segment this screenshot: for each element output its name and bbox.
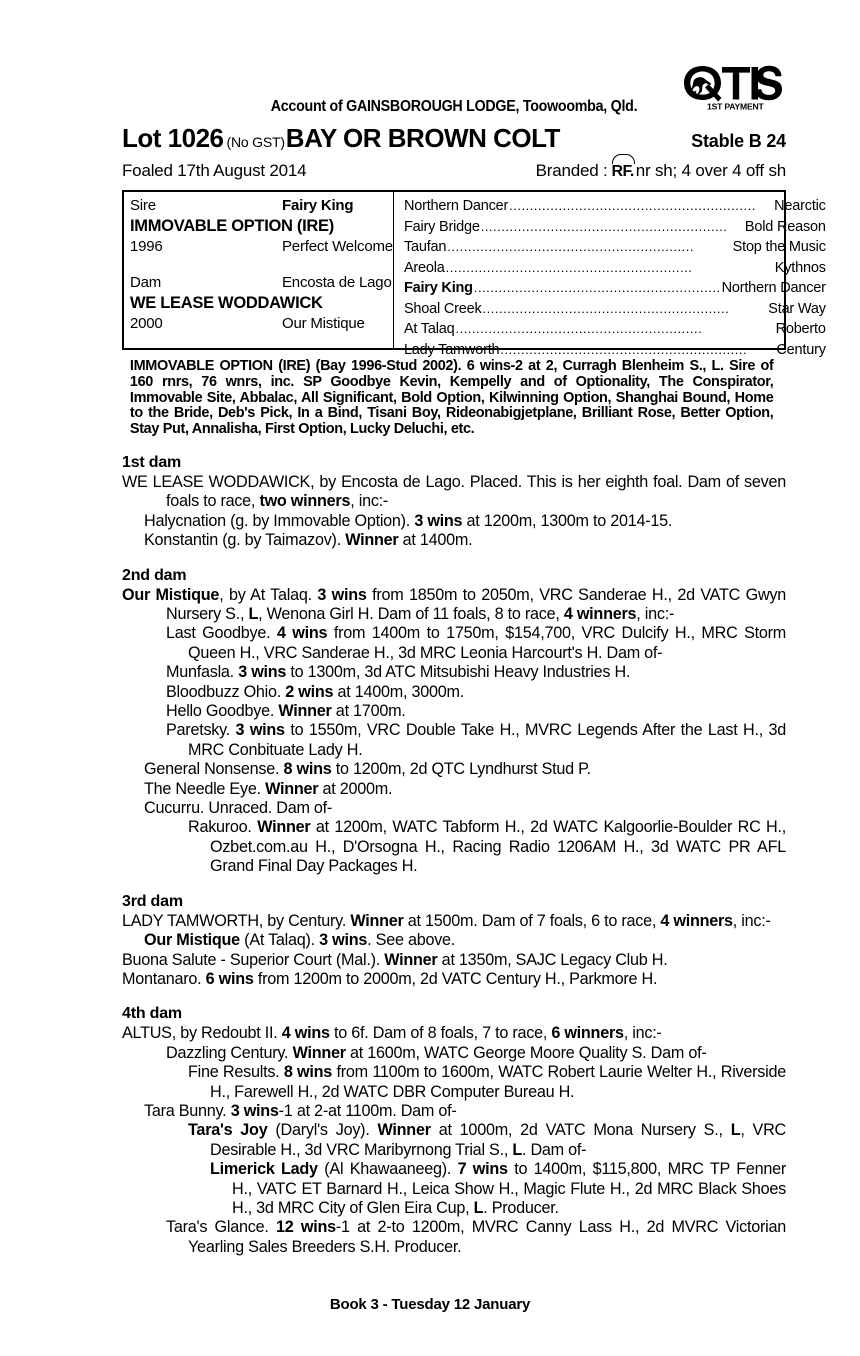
entry-text: , Wenona Girl H. Dam of 11 foals, 8 to race, <box>258 605 564 624</box>
dot-leader: ............................................................ <box>480 218 728 234</box>
highlighted-record: Winner <box>292 1043 346 1062</box>
entry-text: Montanaro. <box>122 969 206 988</box>
dot-leader: ............................................................ <box>500 341 748 357</box>
highlighted-record: 3 wins <box>238 663 287 682</box>
dam-role-label: Dam <box>130 274 162 291</box>
highlighted-record: Our Mistique <box>122 585 220 604</box>
entry-text: at 1400m. <box>398 531 473 550</box>
dam-section <box>122 454 786 551</box>
dot-leader: ............................................................ <box>445 259 693 275</box>
pedigree-entry <box>144 1160 786 1218</box>
entry-text: . Producer. <box>483 1198 559 1217</box>
highlighted-record: Winner <box>377 1121 431 1140</box>
gst-note: (No GST) <box>226 134 285 150</box>
dot-leader: ............................................................ <box>482 300 730 316</box>
highlighted-record: L <box>512 1140 522 1159</box>
dam-heading: 4th dam <box>122 1005 182 1023</box>
entry-text: Tara Bunny. <box>144 1101 231 1120</box>
entry-text: at 1350m, SAJC Legacy Club H. <box>437 950 668 969</box>
pedigree-grandparents-column <box>394 192 832 358</box>
pedigree-entry <box>122 951 786 970</box>
pedigree-entry <box>122 702 786 721</box>
entry-text: WE LEASE WODDAWICK, by Encosta de Lago. Placed. This is her eighth foal. Dam of seven foals to race, <box>122 472 786 511</box>
dam-section <box>122 567 786 877</box>
page-title: BAY OR BROWN COLT <box>285 123 560 153</box>
foaled-branded-row <box>122 161 786 181</box>
pedigree-entry <box>122 586 786 625</box>
pedigree-entry <box>122 1121 786 1160</box>
entry-text: at 1200m, WATC Tabform H., 2d WATC Kalgoorlie-Boulder RC H., Ozbet.com.au H., D'Orsogna H., Racing Radio 1206AM H., 3d WATC PR AFL Grand Final Day Packages H. <box>210 818 786 876</box>
branded-info <box>536 161 786 181</box>
sire-block <box>130 196 393 257</box>
pedigree-entry <box>122 683 786 702</box>
entry-text: Halycnation (g. by Immovable Option). <box>144 511 415 530</box>
pedigree-entry <box>122 663 786 682</box>
highlighted-record: Our Mistique <box>144 931 240 950</box>
highlighted-record: 4 wins <box>276 624 328 643</box>
pedigree-dam-ancestor: Roberto <box>775 321 826 337</box>
pedigree-entry <box>122 1063 786 1102</box>
entry-text: from 1200m to 2000m, 2d VATC Century H., Parkmore H. <box>253 969 658 988</box>
highlighted-record: Winner <box>350 911 404 930</box>
highlighted-record: L <box>730 1121 741 1140</box>
dot-leader: ............................................................ <box>509 198 756 213</box>
brand-mark <box>611 163 635 181</box>
pedigree-entry <box>122 721 786 760</box>
sire-sire-name: Fairy King <box>282 197 354 214</box>
pedigree-entry <box>122 818 786 876</box>
pedigree-sire-ancestor: Northern Dancer <box>403 198 509 214</box>
entry-text: Fine Results. <box>188 1063 284 1082</box>
pedigree-entry <box>122 780 786 799</box>
entry-text: (Al Khawaaneeg). <box>317 1160 458 1179</box>
entry-text: , VRC Desirable H., 3d VRC Maribyrnong Trial S., <box>210 1121 786 1159</box>
highlighted-record: L <box>473 1198 484 1217</box>
pedigree-entry <box>122 624 786 663</box>
highlighted-record: 4 winners <box>563 605 637 624</box>
pedigree-dam-ancestor: Nearctic <box>774 198 826 214</box>
pedigree-dam-ancestor: Bold Reason <box>744 218 826 235</box>
pedigree-entry <box>122 1044 786 1063</box>
pedigree-entry <box>122 512 786 531</box>
highlighted-record: Winner <box>345 531 399 550</box>
entry-text: from 1400m to 1750m, $154,700, VRC Dulcify H., MRC Storm Queen H., VRC Sanderae H., 3d MRC Leonia Harcourt's H. Dam of- <box>188 624 787 662</box>
entry-text: Last Goodbye. <box>166 624 277 643</box>
lot-number: Lot 1026 <box>122 123 224 153</box>
pedigree-dam-ancestor: Century <box>776 341 826 358</box>
highlighted-record: 8 wins <box>283 1063 333 1082</box>
highlighted-record: Limerick Lady <box>210 1160 318 1179</box>
entry-text: Tara's Glance. <box>166 1218 276 1237</box>
dam-sections <box>122 454 786 1257</box>
highlighted-record: Winner <box>265 779 319 798</box>
entry-text: ALTUS, by Redoubt II. <box>122 1024 282 1043</box>
highlighted-record: 2 wins <box>285 682 334 701</box>
entry-text: at 1000m, 2d VATC Mona Nursery S., <box>430 1121 731 1140</box>
entry-text: at 1700m. <box>331 702 406 721</box>
sire-name: IMMOVABLE OPTION (IRE) <box>130 217 334 235</box>
entry-text: Cucurru. Unraced. Dam of- <box>144 799 333 818</box>
dot-leader: ............................................................ <box>447 239 694 254</box>
foaled-date: Foaled 17th August 2014 <box>122 161 307 180</box>
pedigree-sire-ancestor: Fairy King <box>403 280 473 296</box>
pedigree-dam-ancestor: Kythnos <box>774 259 826 276</box>
entry-text: at 1200m, 1300m to 2014-15. <box>462 511 673 530</box>
pedigree-sire-ancestor: Fairy Bridge <box>403 218 480 235</box>
dam-year: 2000 <box>130 315 163 332</box>
entry-text: Paretsky. <box>166 721 236 740</box>
entry-text: from 1100m to 1600m, WATC Robert Laurie Welter H., Riverside H., Farewell H., 2d WATC DBR Computer Bureau H. <box>210 1063 786 1101</box>
pedigree-entry <box>122 931 786 950</box>
entry-text: Hello Goodbye. <box>166 702 279 721</box>
entry-text: at 1400m, 3000m. <box>333 682 464 701</box>
entry-text: -1 at 2-to 1200m, MVRC Canny Lass H., 2d MVRC Victorian Yearling Sales Breeders S.H. Producer. <box>188 1218 786 1256</box>
pedigree-dam-ancestor: Northern Dancer <box>721 280 826 296</box>
entry-text: , by At Talaq. <box>219 585 318 604</box>
sire-description: IMMOVABLE OPTION (IRE) (Bay 1996-Stud 2002). 6 wins-2 at 2, Curragh Blenheim S., L. Sire of 160 rnrs, 76 wnrs, inc. SP Goodbye Kevin, Kempelly and of Optionality, The Conspirator, Immovable Site, Abbalac, All Significant, Bold Option, Kilwinning Option, Shanghai Bound, Home to the Bride, Deb's Pick, In a Bind, Tisani Boy, Rideonabigjetplane, Brilliant Rose, Better Option, Stay Put, Annalisha, First Option, Lucky Deluchi, etc. <box>129 358 774 438</box>
highlighted-record: Winner <box>257 818 311 837</box>
branded-detail: nr sh; 4 over 4 off sh <box>635 161 786 180</box>
pedigree-entry <box>122 531 786 550</box>
highlighted-record: 3 wins <box>414 511 463 530</box>
highlighted-record: 4 winners <box>660 911 733 930</box>
entry-text: Buona Salute - Superior Court (Mal.). <box>122 950 385 969</box>
pedigree-sire-ancestor: Shoal Creek <box>403 300 482 317</box>
entry-text: Rakuroo. <box>188 818 258 837</box>
account-line: Account of GAINSBOROUGH LODGE, Toowoomba, Qld. <box>270 98 638 115</box>
highlighted-record: 3 wins <box>319 931 368 950</box>
entry-text: , inc:- <box>623 1024 662 1043</box>
pedigree-dam-ancestor: Stop the Music <box>732 239 826 255</box>
highlighted-record: 3 wins <box>230 1101 279 1120</box>
brand-arc-icon <box>612 154 635 164</box>
dam-heading: 1st dam <box>122 453 182 471</box>
entry-text: Munfasla. <box>166 663 239 682</box>
entry-text: at 2000m. <box>318 779 393 798</box>
dam-role-line <box>130 273 393 293</box>
dam-block <box>130 273 393 334</box>
highlighted-record: 3 wins <box>317 585 367 604</box>
pedigree-sire-ancestor: At Talaq <box>403 321 455 337</box>
entry-text: to 6f. Dam of 8 foals, 7 to race, <box>329 1024 552 1043</box>
entry-text: , inc:- <box>732 911 771 930</box>
entry-text: Bloodbuzz Ohio. <box>166 682 286 701</box>
highlighted-record: Tara's Joy <box>188 1121 268 1140</box>
dam-section <box>122 1005 786 1257</box>
pedigree-entry <box>122 799 786 818</box>
qtis-tagline: 1ST PAYMENT <box>707 101 764 112</box>
highlighted-record: Winner <box>278 702 332 721</box>
pedigree-entry <box>122 1218 786 1257</box>
entry-text: to 1550m, VRC Double Take H., MVRC Legends After the Last H., 3d MRC Conbituate Lady H. <box>188 721 787 759</box>
dam-section <box>122 893 786 990</box>
dam-name: WE LEASE WODDAWICK <box>130 294 323 312</box>
entry-text: , inc:- <box>636 605 675 624</box>
entry-text: LADY TAMWORTH, by Century. <box>122 911 351 930</box>
entry-text: -1 at 2-at 1100m. Dam of- <box>278 1101 457 1120</box>
pedigree-entry <box>122 912 786 931</box>
pedigree-dam-ancestor: Star Way <box>768 300 826 317</box>
highlighted-record: 12 wins <box>276 1218 336 1237</box>
dam-dam-name: Our Mistique <box>282 315 365 332</box>
dam-heading: 2nd dam <box>122 566 187 584</box>
sire-role-label: Sire <box>130 197 156 214</box>
highlighted-record: Winner <box>384 950 438 969</box>
entry-text: Dazzling Century. <box>166 1043 293 1062</box>
pedigree-sire-ancestor: Lady Tamworth <box>403 341 500 358</box>
highlighted-record: 3 wins <box>235 721 285 740</box>
pedigree-entry <box>122 1024 786 1043</box>
pedigree-parents-column <box>124 192 394 348</box>
stable-number: Stable B 24 <box>691 131 786 151</box>
highlighted-record: 6 winners <box>551 1024 624 1043</box>
entry-text: to 1200m, 2d QTC Lyndhurst Stud P. <box>331 760 591 779</box>
pedigree-entry <box>122 760 786 779</box>
highlighted-record: 8 wins <box>283 760 332 779</box>
entry-text: (Daryl's Joy). <box>267 1121 378 1140</box>
entry-text: , inc:- <box>350 492 389 511</box>
pedigree-generation-line <box>404 278 826 299</box>
pedigree-table <box>122 190 826 358</box>
entry-text: General Nonsense. <box>144 760 284 779</box>
pedigree-generation-line <box>404 237 826 258</box>
pedigree-generation-line <box>404 196 826 217</box>
entry-text: at 1500m. Dam of 7 foals, 6 to race, <box>403 911 661 930</box>
pedigree-generation-line <box>404 258 826 279</box>
page-content <box>122 0 826 1257</box>
entry-text: to 1300m, 3d ATC Mitsubishi Heavy Industries H. <box>286 663 631 682</box>
highlighted-record: 6 wins <box>205 969 254 988</box>
pedigree-spacer <box>130 259 393 273</box>
entry-text: The Needle Eye. <box>144 779 266 798</box>
highlighted-record: 7 wins <box>457 1160 508 1179</box>
pedigree-sire-ancestor: Areola <box>403 259 445 276</box>
entry-text: . Dam of- <box>521 1140 587 1159</box>
dam-year-line <box>130 314 393 334</box>
pedigree-generation-line <box>404 319 826 340</box>
entry-text: at 1600m, WATC George Moore Quality S. Dam of- <box>345 1043 707 1062</box>
page-footer: Book 3 - Tuesday 12 January <box>329 1296 531 1313</box>
sire-year-line <box>130 237 393 257</box>
highlighted-record: L <box>248 605 259 624</box>
pedigree-entry <box>122 1102 786 1121</box>
dot-leader: ............................................................ <box>455 321 703 336</box>
dam-sire-name: Encosta de Lago <box>282 274 392 291</box>
sire-dam-name: Perfect Welcome <box>282 238 393 255</box>
pedigree-sire-ancestor: Taufan <box>403 239 447 255</box>
entry-text: . See above. <box>367 931 456 950</box>
branded-label: Branded : <box>535 161 608 180</box>
dam-heading: 3rd dam <box>122 892 183 910</box>
pedigree-entry <box>122 970 786 989</box>
entry-text: (At Talaq). <box>239 931 320 950</box>
dot-leader: ............................................................ <box>473 280 721 295</box>
entry-text: to 1400m, $115,800, MRC TP Fenner H., VATC ET Barnard H., Leica Show H., Magic Flute H., 2d MRC Black Shoes H., 3d MRC City of Glen Eira Cup, <box>232 1160 786 1217</box>
sire-year: 1996 <box>130 238 163 255</box>
lot-title-row <box>122 123 786 154</box>
highlighted-record: two winners <box>259 492 351 511</box>
brand-mark-text: RF. <box>611 163 634 180</box>
pedigree-generation-line <box>404 340 826 361</box>
sire-role-line <box>130 196 393 216</box>
entry-text: Konstantin (g. by Taimazov). <box>144 531 346 550</box>
highlighted-record: 4 wins <box>281 1024 330 1043</box>
pedigree-entry <box>122 473 786 512</box>
pedigree-generation-line <box>404 299 826 320</box>
pedigree-generation-line <box>404 217 826 238</box>
entry-text: from 1850m to 2050m, VRC Sanderae H., 2d VATC Gwyn Nursery S., <box>166 585 786 624</box>
